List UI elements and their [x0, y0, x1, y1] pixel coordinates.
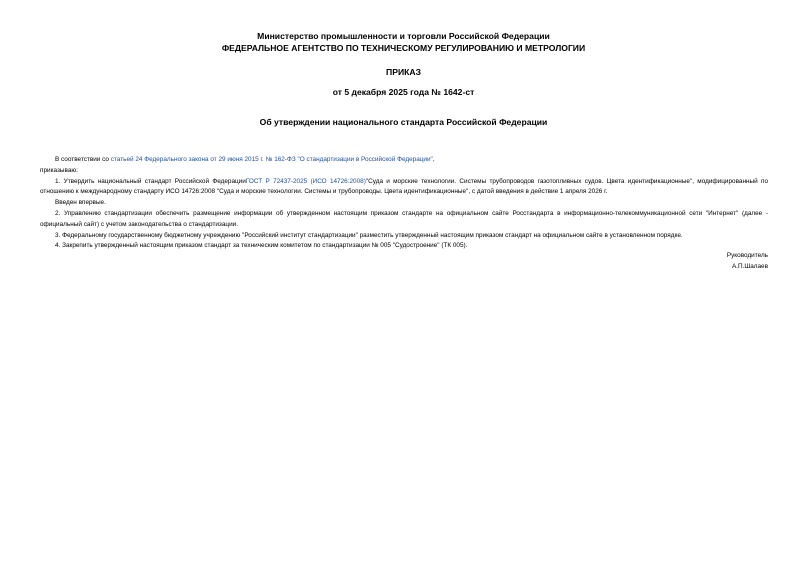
- item-2-paragraph: 2. Управлению стандартизации обеспечить размещение информации об утвержденном настоящим приказом стандарте на официальном сайте Росстандарта в информационно-телекоммуникационной сети "Интернет" (далее - официальный сайт) с учетом законодательства о стандартизации.: [40, 209, 768, 228]
- item-3-paragraph: 3. Федеральному государственному бюджетному учреждению "Российский институт стандартизации" разместить утвержденный настоящим приказом стандарт на официальном сайте в установленном порядке.: [55, 231, 683, 239]
- ministry-name: Министерство промышленности и торговли Российской Федерации: [257, 31, 550, 41]
- document-header: [0, 30, 807, 54]
- signer-position: Руководитель: [726, 252, 768, 259]
- order-title: ПРИКАЗ: [386, 67, 421, 77]
- federal-law-link[interactable]: статьей 24 Федерального закона от 29 июня 2015 г. № 162-ФЗ "О стандартизации в Российской Федерации": [110, 156, 433, 163]
- item-1-paragraph: [40, 177, 768, 199]
- introduced-first-note: Введен впервые.: [55, 199, 106, 207]
- order-date-number: от 5 декабря 2025 года № 1642-ст: [332, 87, 475, 97]
- order-body: [40, 155, 768, 252]
- item-1-prefix: 1. Утвердить национальный стандарт Российской Федерации: [55, 177, 246, 185]
- signer-name: А.П.Шалаев: [731, 263, 768, 270]
- intro-suffix: ,: [432, 156, 435, 163]
- agency-name: ФЕДЕРАЛЬНОЕ АГЕНТСТВО ПО ТЕХНИЧЕСКОМУ РЕГУЛИРОВАНИЮ И МЕТРОЛОГИИ: [221, 43, 586, 53]
- standard-link[interactable]: ГОСТ Р 72437-2025 (ИСО 14726:2008): [245, 177, 366, 185]
- signature-block: [727, 250, 768, 272]
- orders-word: приказываю:: [40, 166, 78, 174]
- order-subject: Об утверждении национального стандарта Российской Федерации: [259, 117, 548, 127]
- item-1-suffix: "Суда и морские технологии. Системы трубопроводов газотопливных судов. Цвета идентификационные", модифицированный по отношению к международному стандарту ИСО 14726:2008 "Суда и морские технологии. Системы и трубопроводы. Цвета идентификационные", с датой введения в действие 1 апреля 2026 г.: [40, 177, 768, 196]
- intro-prefix: В соответствии со: [55, 156, 111, 163]
- intro-paragraph: [40, 155, 768, 166]
- item-4-paragraph: 4. Закрепить утвержденный настоящим приказом стандарт за техническим комитетом по стандартизации № 005 "Судостроение" (ТК 005).: [55, 242, 468, 250]
